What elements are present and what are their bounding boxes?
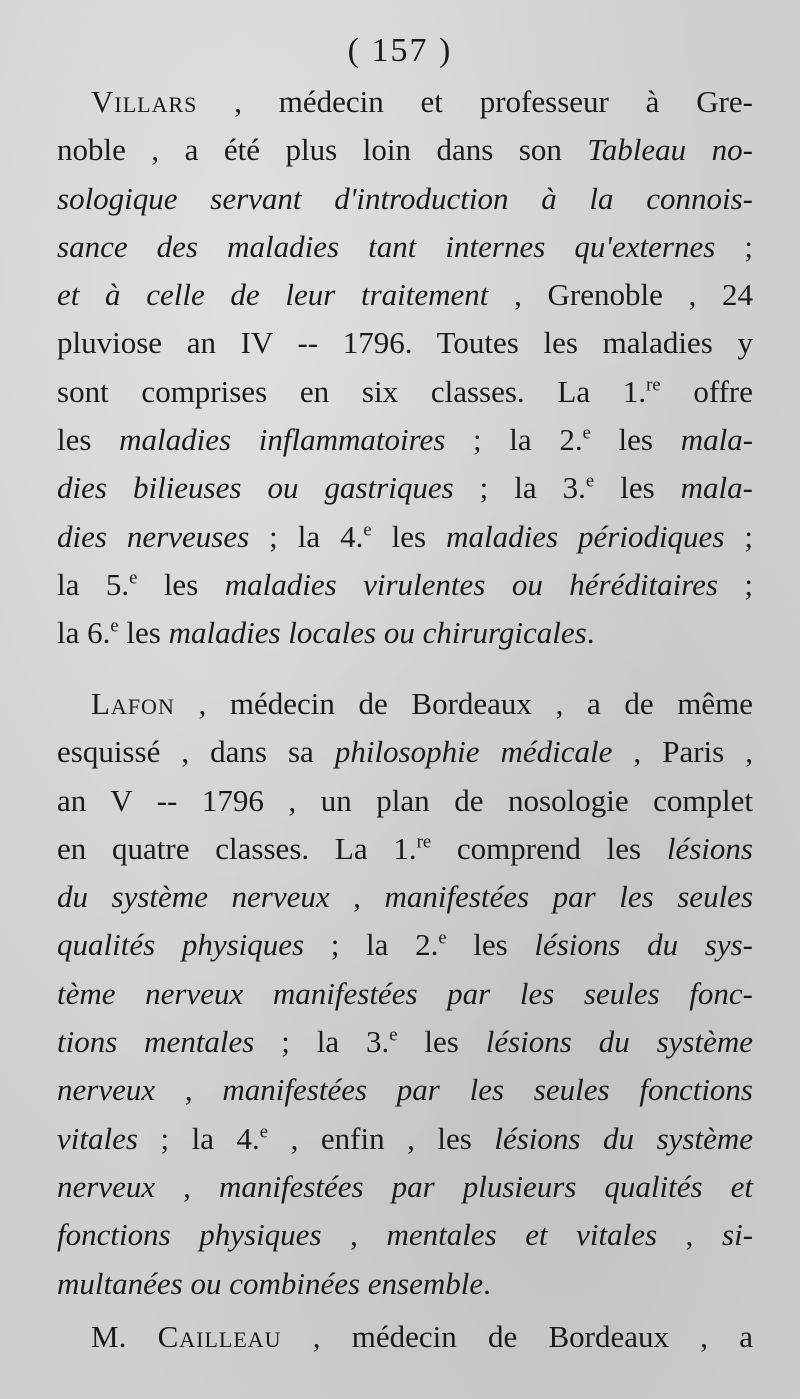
text-run: la 6. [57, 615, 111, 651]
italic-run: nerveux [57, 1072, 156, 1108]
superscript: e [363, 519, 372, 541]
text-run: ; la 2. [445, 422, 583, 458]
text-run: ; [715, 228, 753, 264]
text-line [57, 680, 753, 728]
author-name: Cailleau [157, 1319, 282, 1354]
italic-run: lésions du système [494, 1120, 753, 1156]
text-run: , [329, 879, 385, 915]
italic-run: mala- [680, 470, 753, 506]
text-line [57, 464, 753, 512]
text-line [57, 78, 753, 126]
text-run: ; la 3. [453, 470, 586, 506]
text-line [57, 1018, 753, 1066]
text-run: ; [724, 518, 753, 554]
italic-run: multanées ou combinées ensemble [57, 1265, 484, 1301]
superscript: re [646, 374, 661, 396]
italic-run: philosophie médicale [334, 734, 613, 770]
text-run: , médecin et professeur à Gre- [197, 84, 753, 119]
text-run: , médecin de Bordeaux , a [281, 1319, 753, 1354]
text-run: les [590, 422, 681, 458]
paragraph-cailleau [57, 1313, 753, 1361]
italic-run: maladies périodiques [446, 518, 725, 554]
superscript: e [582, 422, 591, 444]
paragraph-villars [57, 78, 753, 658]
italic-run: qualités physiques [57, 927, 305, 963]
italic-run: lésions [666, 830, 753, 866]
italic-run: manifestées par les seules fonctions [222, 1072, 753, 1108]
paragraph-lafon [57, 680, 753, 1308]
superscript: e [129, 567, 138, 589]
text-line [57, 609, 753, 657]
italic-run: sologique servant d'introduction à la connois- [57, 180, 753, 216]
text-line [57, 1115, 753, 1163]
text-run: la 5. [57, 566, 130, 602]
text-line [57, 873, 753, 921]
text-line [57, 223, 753, 271]
text-run: les [397, 1024, 486, 1060]
superscript: e [389, 1024, 398, 1046]
italic-run: tème nerveux manifestées par les seules fonc- [57, 975, 753, 1011]
italic-run: tions mentales [57, 1024, 255, 1060]
superscript: re [416, 831, 432, 853]
text-line [57, 126, 753, 174]
text-run: sont comprises en six classes. La 1. [57, 373, 647, 409]
text-run: , médecin de Bordeaux , a de même [174, 686, 753, 721]
text-line [57, 970, 753, 1018]
text-line [57, 1066, 753, 1114]
text-line [57, 1260, 753, 1308]
text-line [57, 175, 753, 223]
text-run: , [155, 1168, 219, 1204]
superscript: e [585, 471, 595, 493]
text-run: ; la 4. [137, 1120, 260, 1156]
italic-run: mala- [680, 422, 754, 458]
text-run: ; la 2. [304, 927, 439, 963]
text-run: les [57, 422, 120, 458]
superscript: e [259, 1121, 269, 1143]
text-line [57, 1163, 753, 1211]
text-line [57, 271, 753, 319]
italic-run: fonctions physiques [57, 1217, 322, 1253]
text-run: ; la 3. [254, 1024, 390, 1060]
text-run: , [657, 1217, 723, 1253]
text-run: offre [660, 373, 754, 409]
italic-run: dies nerveuses [57, 518, 250, 554]
text-line [57, 777, 753, 825]
author-name: Villars [91, 84, 198, 119]
text-run: les [137, 566, 225, 602]
italic-run: sance des maladies tant internes qu'externes [57, 228, 716, 264]
italic-run: lésions du système [485, 1024, 753, 1060]
text-run: les [118, 615, 169, 651]
text-run: , [321, 1217, 387, 1253]
text-run: M. [91, 1319, 158, 1354]
italic-run: lésions du sys- [534, 927, 754, 963]
italic-run: du système nerveux [57, 879, 330, 915]
italic-run: si- [722, 1217, 754, 1253]
italic-run: nerveux [57, 1168, 156, 1204]
italic-run: maladies locales ou chirurgicales [168, 615, 587, 651]
italic-run: et à celle de leur traitement [57, 277, 489, 313]
text-line [57, 513, 753, 561]
italic-run: dies bilieuses ou gastriques [57, 470, 454, 506]
italic-run: manifestées par les seules [384, 879, 754, 915]
text-line [57, 825, 753, 873]
text-run: . [483, 1265, 491, 1301]
text-run: les [594, 470, 681, 506]
text-run: comprend les [431, 830, 667, 866]
text-line [57, 368, 753, 416]
italic-run: maladies inflammatoires [119, 422, 446, 458]
italic-run: maladies virulentes ou héréditaires [224, 566, 718, 602]
text-run: ; la 4. [249, 518, 364, 554]
text-run: pluviose an IV -- 1796. Toutes les maladies y [57, 325, 753, 361]
text-run: en quatre classes. La 1. [57, 830, 417, 866]
text-run: . [586, 615, 595, 651]
page-number: ( 157 ) [347, 32, 453, 69]
text-run: an V -- 1796 , un plan de nosologie complet [57, 782, 753, 818]
text-line [57, 1211, 753, 1259]
italic-run: manifestées par plusieurs qualités et [218, 1168, 753, 1204]
text-line [57, 416, 753, 464]
text-run: les [371, 518, 447, 554]
text-run: esquissé , dans sa [57, 734, 335, 770]
text-run: les [446, 927, 535, 963]
text-run: , [155, 1072, 223, 1108]
text-line [57, 319, 753, 367]
text-run: ; [717, 566, 754, 602]
text-line [57, 561, 753, 609]
superscript: e [110, 615, 119, 637]
author-name: Lafon [91, 686, 175, 721]
text-run: , Paris , [612, 734, 753, 770]
text-line [57, 728, 753, 776]
text-run: , enfin , les [268, 1120, 495, 1156]
italic-run: Tableau no- [587, 132, 753, 168]
text-run: noble , a été plus loin dans son [57, 132, 588, 168]
superscript: e [438, 928, 447, 950]
text-run: , Grenoble , 24 [488, 277, 753, 313]
italic-run: vitales [57, 1120, 138, 1156]
text-line [57, 1313, 753, 1361]
text-line [57, 921, 753, 969]
italic-run: mentales et vitales [386, 1217, 658, 1253]
